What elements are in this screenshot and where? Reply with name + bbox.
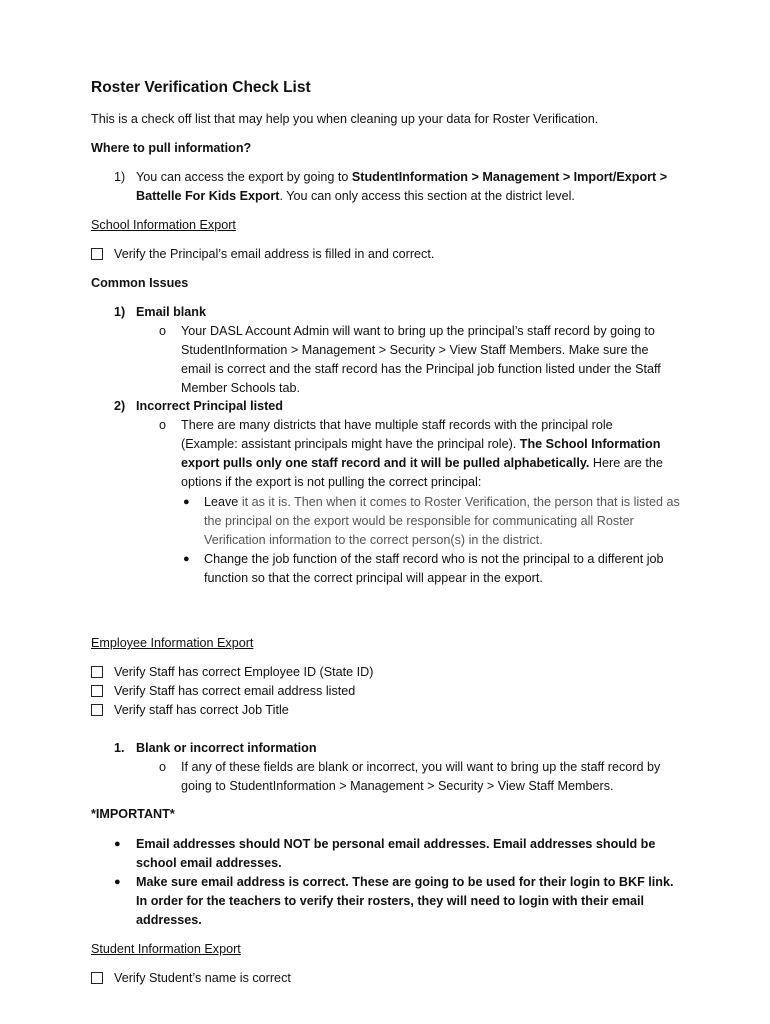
sub-bullet-marker: o xyxy=(159,760,167,774)
checkbox-icon[interactable] xyxy=(91,685,103,697)
sub-bullet-marker: o xyxy=(159,418,167,432)
checkbox-icon[interactable] xyxy=(91,666,103,678)
employee-check-email[interactable] xyxy=(91,682,355,701)
where-heading: Where to pull information? xyxy=(91,141,252,155)
access-item-path: StudentInformation > Management > Import/Export > Battelle For Kids Export xyxy=(136,170,668,203)
check-label: Verify staff has correct Job Title xyxy=(114,703,289,717)
school-section-heading: School Information Export xyxy=(91,218,236,232)
sub-bullet-marker: o xyxy=(159,324,167,338)
issue2-text-post: Here are the options if the export is not pulling the correct principal: xyxy=(181,455,663,489)
important-bullet-correct-email: Make sure email address is correct. These are going to be used for their login to BKF link. In order for the teachers to verify their rosters, they will need to login with their email addresses. xyxy=(136,875,674,927)
student-section-heading: Student Information Export xyxy=(91,942,241,956)
employee-item-label: Blank or incorrect information xyxy=(136,741,317,755)
check-label: Verify Staff has correct email address listed xyxy=(114,684,356,698)
bullet-icon: ● xyxy=(114,876,121,888)
option-leave-rest: it as it is. Then when it comes to Roster Verification, the person that is listed as the principal on the export would be responsible for communicating all Roster Verification information to the correct person(s) in the district. xyxy=(204,495,680,547)
issue2-text xyxy=(181,416,671,492)
checkbox-icon[interactable] xyxy=(91,248,103,260)
issue2-text-pre: There are many districts that have multiple staff records with the principal role (Example: assistant principals might have the principal role). xyxy=(181,418,613,451)
check-label: Verify the Principal’s email address is filled in and correct. xyxy=(114,247,435,261)
issue2-option-leave xyxy=(204,493,682,550)
access-item-pre: You can access the export by going to xyxy=(136,170,352,184)
issue1-number: 1) xyxy=(114,305,126,319)
employee-item-text: If any of these fields are blank or incorrect, you will want to bring up the staff record by going to StudentInformation > Management > Security > View Staff Members. xyxy=(181,760,661,793)
issue2-option-change: Change the job function of the staff record who is not the principal to a different job function so that the correct principal will appear in the export. xyxy=(204,552,664,585)
issue2-number: 2) xyxy=(114,399,126,413)
school-check-principal-email[interactable] xyxy=(91,245,434,264)
issue2-text-bold: The School Information export pulls only one staff record and it will be pulled alphabetically. xyxy=(181,436,661,470)
page-title: Roster Verification Check List xyxy=(91,79,311,96)
employee-check-id[interactable] xyxy=(91,663,373,682)
option-leave-lead: Leave xyxy=(204,495,239,509)
intro-text: This is a check off list that may help you when cleaning up your data for Roster Verification. xyxy=(91,112,599,126)
access-item-post: . You can only access this section at the district level. xyxy=(279,188,575,203)
checkbox-icon[interactable] xyxy=(91,704,103,716)
issue2-label: Incorrect Principal listed xyxy=(136,399,283,413)
employee-check-job-title[interactable] xyxy=(91,701,289,720)
bullet-icon: ● xyxy=(183,496,190,508)
important-bullet-personal-email: Email addresses should NOT be personal email addresses. Email addresses should be school email addresses. xyxy=(136,837,656,870)
employee-section-heading: Employee Information Export xyxy=(91,636,254,650)
issue1-label: Email blank xyxy=(136,305,206,319)
issue1-text: Your DASL Account Admin will want to bring up the principal’s staff record by going to StudentInformation > Management > Security > View Staff Members. Make sure the email is correct and the staff record has the Principal job function listed under the Staff Member Schools tab. xyxy=(181,324,661,395)
check-label: Verify Staff has correct Employee ID (State ID) xyxy=(114,665,374,679)
common-issues-heading: Common Issues xyxy=(91,276,189,290)
check-label: Verify Student’s name is correct xyxy=(114,971,291,985)
bullet-icon: ● xyxy=(183,553,190,565)
bullet-icon: ● xyxy=(114,838,121,850)
access-item-text xyxy=(136,168,681,206)
student-check-name[interactable] xyxy=(91,969,291,988)
important-heading: *IMPORTANT* xyxy=(91,807,175,821)
access-item-number: 1) xyxy=(114,170,126,184)
checkbox-icon[interactable] xyxy=(91,972,103,984)
employee-item-number: 1. xyxy=(114,741,125,755)
